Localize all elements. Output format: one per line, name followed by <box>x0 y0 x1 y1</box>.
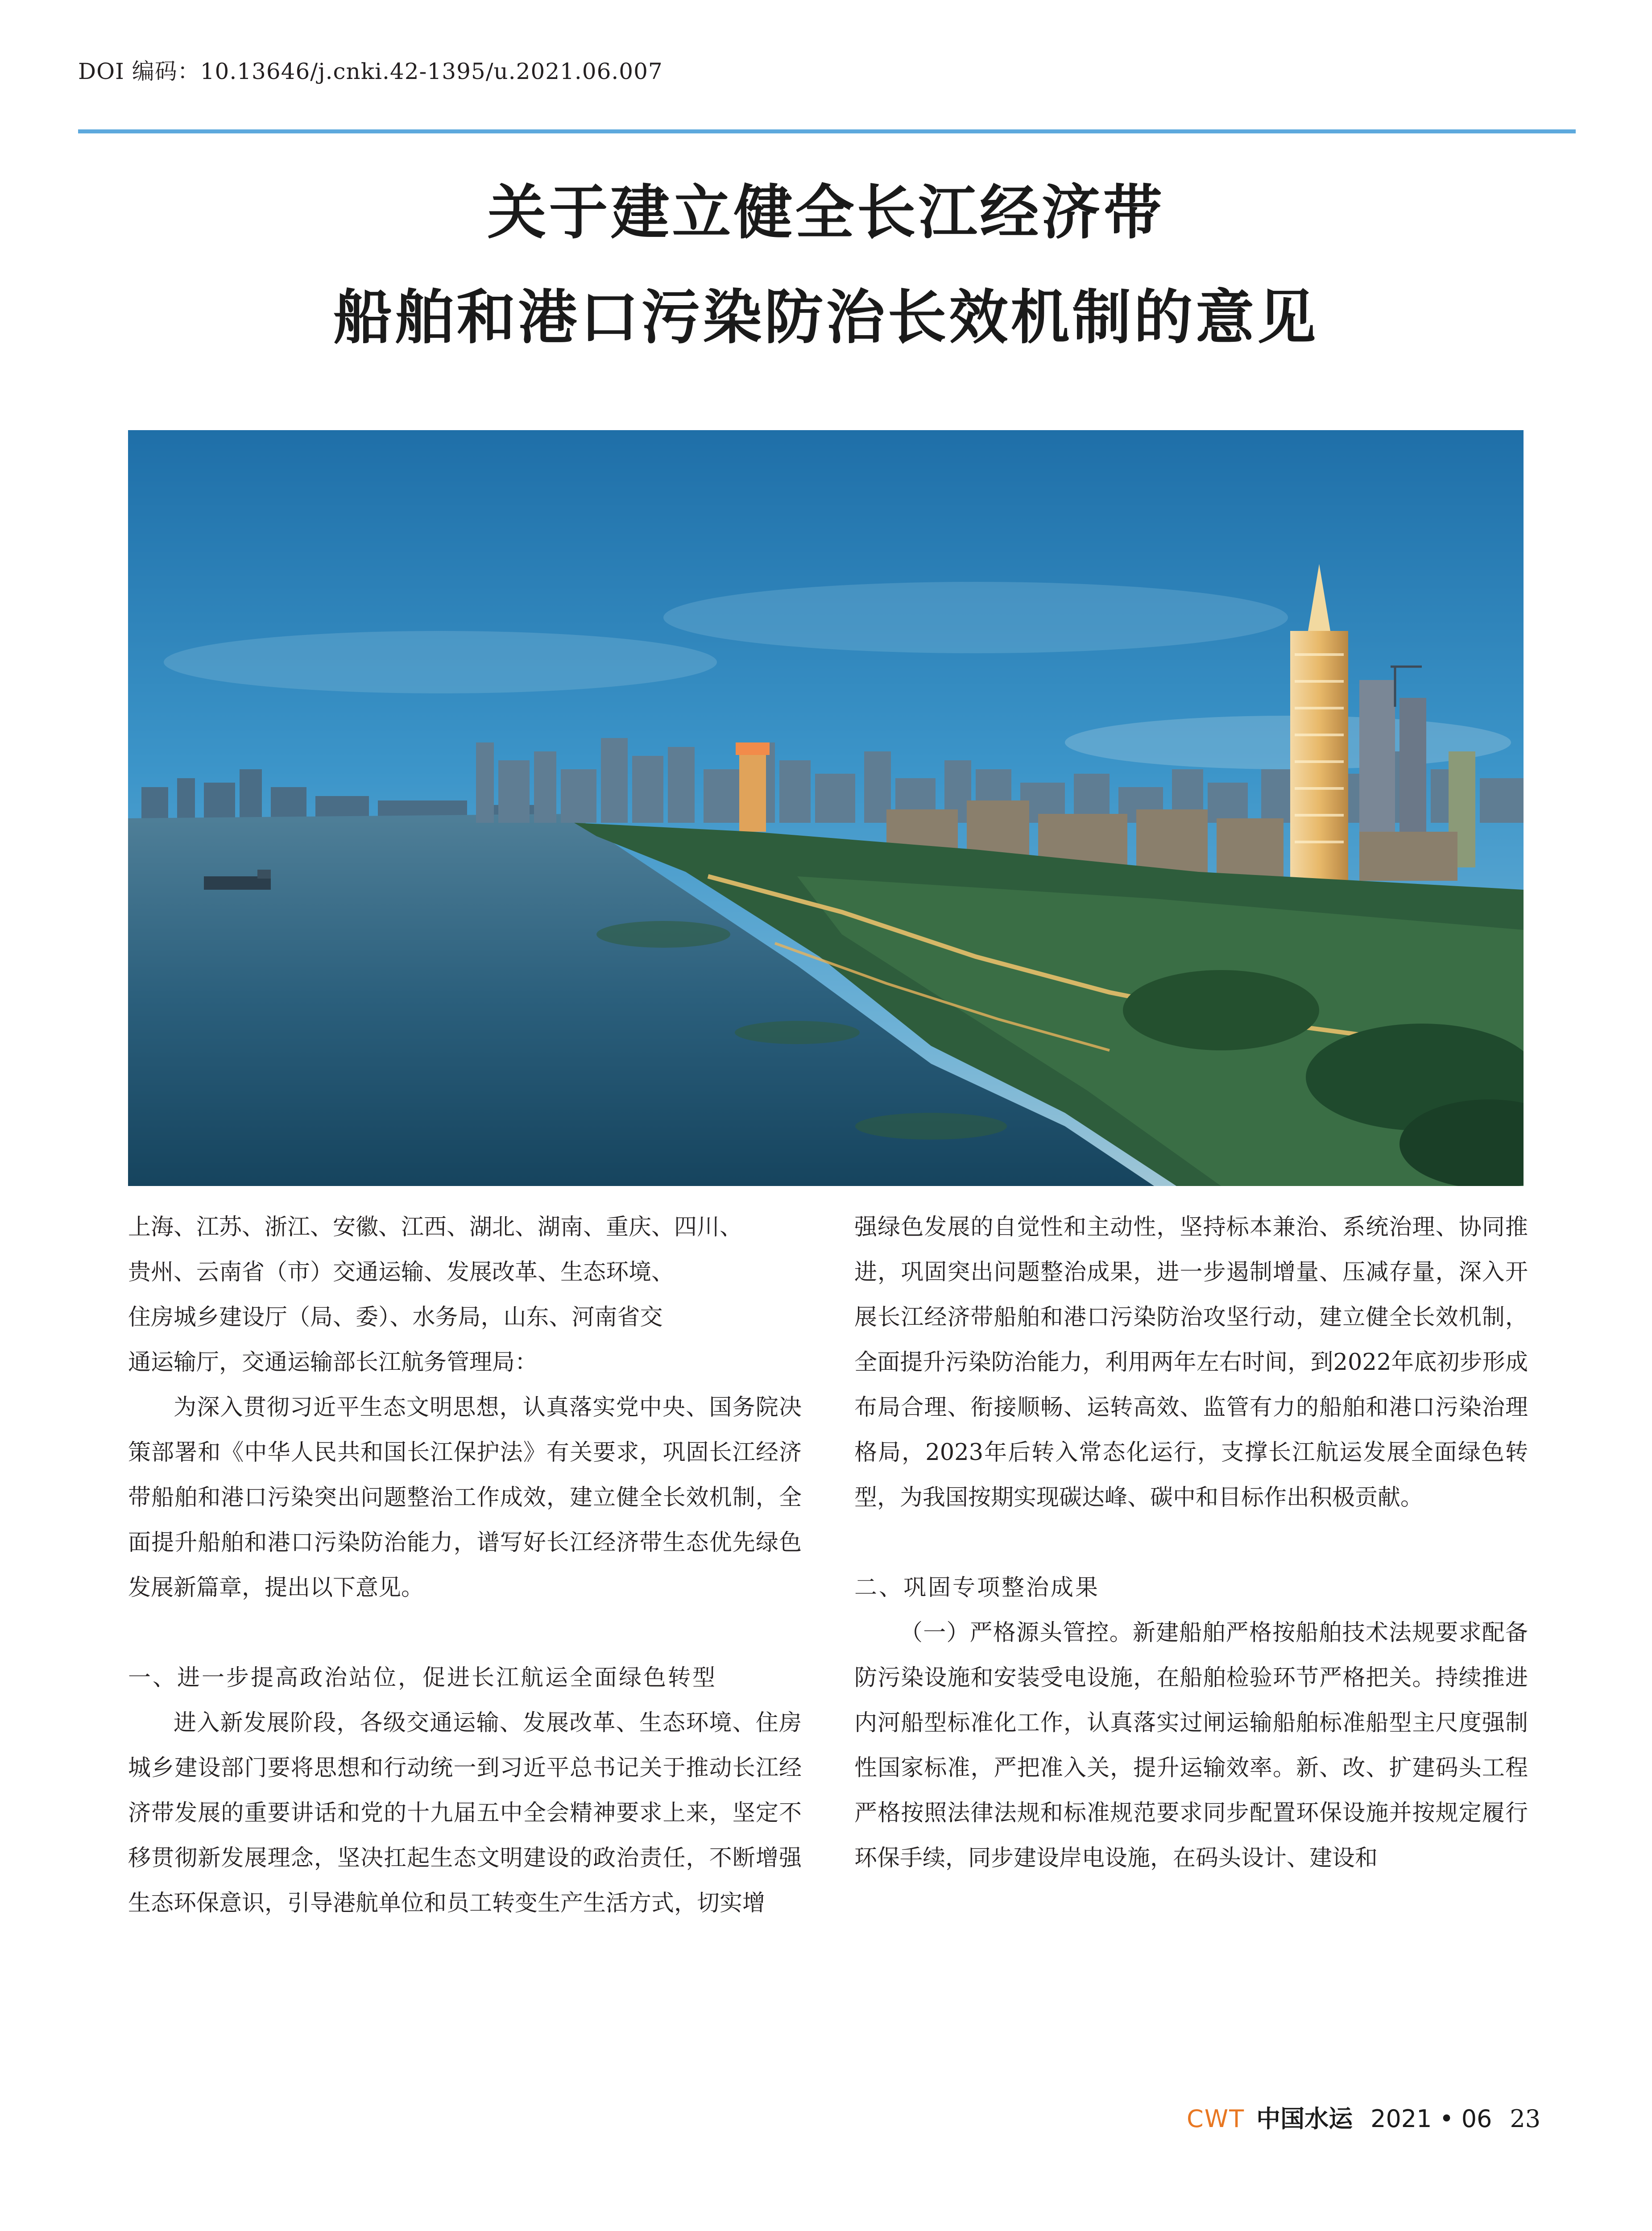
city-river-photo <box>128 430 1524 1186</box>
doi-code: DOI 编码：10.13646/j.cnki.42-1395/u.2021.06.007 <box>78 58 663 84</box>
issue-number: 2021 • 06 <box>1370 2105 1492 2133</box>
address-line: 上海、江苏、浙江、安徽、江西、湖北、湖南、重庆、四川、 <box>128 1214 743 1240</box>
section-heading-2: 二、巩固专项整治成果 <box>854 1575 1100 1601</box>
section-2-paragraph: （一）严格源头管控。新建船舶严格按船舶技术法规要求配备防污染设施和安装受电设施，在船舶检验环节严格把关。持续推进内河船型标准化工作，认真落实过闸运输船舶标准船型主尺度强制性国家标准，严把准入关，提升运输效率。新、改、扩建码头工程严格按照法律法规和标准规范要求同步配置环保设施并按规定履行环保手续，同步建设岸电设施，在码头设计、建设和 <box>854 1620 1528 1871</box>
continuation-paragraph: 强绿色发展的自觉性和主动性，坚持标本兼治、系统治理、协同推进，巩固突出问题整治成果，进一步遏制增量、压减存量，深入开展长江经济带船舶和港口污染防治攻坚行动，建立健全长效机制，全面提升污染防治能力，利用两年左右时间，到2022年底初步形成布局合理、衔接顺畅、运转高效、监管有力的船舶和港口污染治理格局，2023年后转入常态化运行，支撑长江航运发展全面绿色转型，为我国按期实现碳达峰、碳中和目标作出积极贡献。 <box>854 1214 1528 1511</box>
left-column <box>128 1205 802 1926</box>
header-rule <box>78 129 1576 133</box>
address-line: 住房城乡建设厅（局、委）、水务局，山东、河南省交 <box>128 1304 663 1331</box>
intro-paragraph: 为深入贯彻习近平生态文明思想，认真落实党中央、国务院决策部署和《中华人民共和国长江保护法》有关要求，巩固长江经济带船舶和港口污染突出问题整治工作成效，建立健全长效机制，全面提升船舶和港口污染防治能力，谱写好长江经济带生态优先绿色发展新篇章，提出以下意见。 <box>128 1394 802 1601</box>
brand-mark: CWT <box>1187 2105 1245 2133</box>
section-heading-1: 一、进一步提高政治站位，促进长江航运全面绿色转型 <box>128 1665 717 1691</box>
right-column <box>854 1205 1528 1881</box>
page-footer <box>1187 2101 1539 2136</box>
address-line: 通运输厅，交通运输部长江航务管理局： <box>128 1349 538 1376</box>
page-number: 23 <box>1510 2105 1541 2133</box>
article-title-line-1: 关于建立健全长江经济带 <box>487 178 1165 247</box>
section-1-paragraph: 进入新发展阶段，各级交通运输、发展改革、生态环境、住房城乡建设部门要将思想和行动统一到习近平总书记关于推动长江经济带发展的重要讲话和党的十九届五中全会精神要求上来，坚定不移贯彻新发展理念，坚决扛起生态文明建设的政治责任，不断增强生态环保意识，引导港航单位和员工转变生产生活方式，切实增 <box>128 1710 802 1916</box>
address-line: 贵州、云南省（市）交通运输、发展改革、生态环境、 <box>128 1259 675 1286</box>
magazine-name: 中国水运 <box>1256 2104 1353 2133</box>
article-title-line-2: 船舶和港口污染防治长效机制的意见 <box>333 283 1319 352</box>
